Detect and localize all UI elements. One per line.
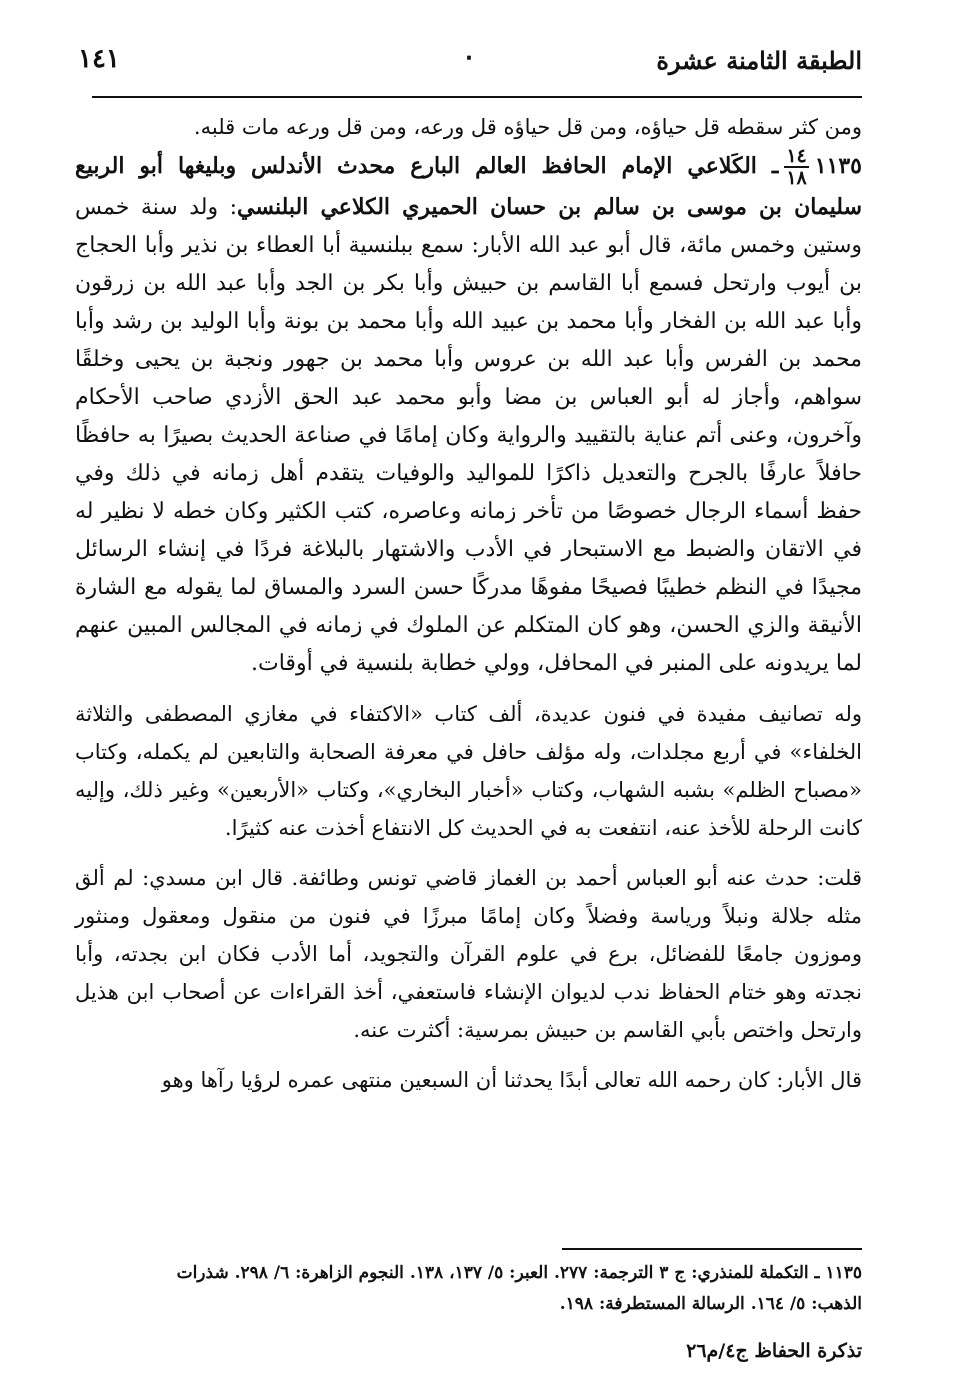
header-rule	[92, 96, 862, 98]
footnote-line-2: الذهب: ٥/ ١٦٤. الرسالة المستطرفة: ١٩٨.	[559, 1294, 862, 1314]
footnote-rule	[562, 1248, 862, 1250]
running-title: الطبقة الثامنة عشرة	[656, 46, 862, 75]
footnote-line-1: ١١٣٥ ـ التكملة للمنذري: ج ٣ الترجمة: ٢٧٧. العبر: ٥/ ١٣٧، ١٣٨. النجوم الزاهرة: ٦/ ٢٩٨. شذرات	[176, 1263, 862, 1283]
header-dot: ٠	[462, 42, 476, 72]
opening-line: ومن كثر سقطه قل حياؤه، ومن قل حياؤه قل ورعه، ومن قل ورعه مات قلبه.	[193, 115, 862, 139]
page-header	[78, 42, 862, 82]
footnote	[75, 1258, 862, 1320]
paragraph-works: وله تصانيف مفيدة في فنون عديدة، ألف كتاب «الاكتفاء في مغازي المصطفى والثلاثة الخلفاء» في أربع مجلدات، وله مؤلف حافل في معرفة الصحابة والتابعين لم يكمله، وكتاب «مصباح الظلم» بشبه الشهاب، وكتاب «أخبار البخاري»، وكتاب «الأربعين» وغير ذلك، وإليه كانت الرحلة للأخذ عنه، انتفعت به في الحديث كل الانتفاع أخذت عنه كثيرًا.	[75, 702, 862, 840]
entry-fraction	[784, 146, 808, 188]
paragraph-qult: قلت: حدث عنه أبو العباس أحمد بن الغماز قاضي تونس وطائفة. قال ابن مسدي: لم ألق مثله جلالة ونبلاً ورياسة وفضلاً وكان إمامًا مبرزًا في فنون من منقول ومعقول ومنثور وموزون جامعًا للفضائل، برع في علوم القرآن والتجويد، أما الأدب فكان ابن بجدته، وأبا نجدته وهو ختام الحفاظ ندب لديوان الإنشاء فاستعفي، أخذ القراءات عن أصحاب ابن هذيل وارتحل واختص بأبي القاسم بن حبيش بمرسية: أكثرت عنه.	[75, 866, 862, 1042]
fraction-top: ١٤	[786, 145, 807, 167]
biography-entry	[75, 146, 862, 683]
entry-name: ـ الكَلاعي الإمام الحافظ العالم البارع محدث الأندلس وبليغها أبو الربيع سليمان بن موسى بن سالم بن حسان الحميري الكلاعي البلنسي	[75, 153, 863, 220]
entry-number: ١١٣٥	[814, 153, 862, 179]
page-number: ١٤١	[78, 44, 120, 74]
entry-text: : ولد سنة خمس وستين وخمس مائة، قال أبو عبد الله الأبار: سمع ببلنسية أبا العطاء بن نذير وأبا الحجاج بن أيوب وارتحل فسمع أبا القاسم بن حبيش وأبا بكر بن الجد وأبا عبد الله بن زرقون وأبا عبد الله بن الفخار وأبا محمد بن عبيد الله وأبا محمد بن بونة وأبا الوليد بن رشد وأبا محمد بن الفرس وأبا عبد الله بن عروس وأبا محمد بن جهور ونجبة بن يحيى وخلقًا سواهم، وأجاز له أبو العباس بن مضا وأبو محمد عبد الحق الأزدي صاحب الأحكام وآخرون، وعنى أتم عناية بالتقييد والرواية وكان إمامًا في صناعة الحديث بصيرًا به حافظًا حافلاً عارفًا بالجرح والتعديل ذاكرًا للمواليد والوفيات يتقدم أهل زمانه في ذلك وفي حفظ أسماء الرجال خصوصًا من تأخر زمانه وعاصره، كتب الكثير وكان خطه لا نظير له في الاتقان والضبط مع الاستبحار في الأدب والاشتهار بالبلاغة فردًا في إنشاء الرسائل مجيدًا في النظم خطيبًا فصيحًا مفوهًا مدركًا حسن السرد والمساق لما يقوله مع الشارة الأنيقة والزي الحسن، وهو كان المتكلم عن الملوك في زمانه في المجالس المبين عنهم لما يريدونه على المنبر في المحافل، وولي خطابة بلنسية في أوقات.	[75, 195, 863, 676]
footer-signature: تذكرة الحفاظ ج٤/م٢٦	[686, 1340, 862, 1362]
fraction-bottom: ١٨	[786, 167, 807, 189]
main-text	[75, 108, 862, 1099]
paragraph-abbar: قال الأبار: كان رحمه الله تعالى أبدًا يحدثنا أن السبعين منتهى عمره لرؤيا رآها وهو	[161, 1068, 862, 1092]
